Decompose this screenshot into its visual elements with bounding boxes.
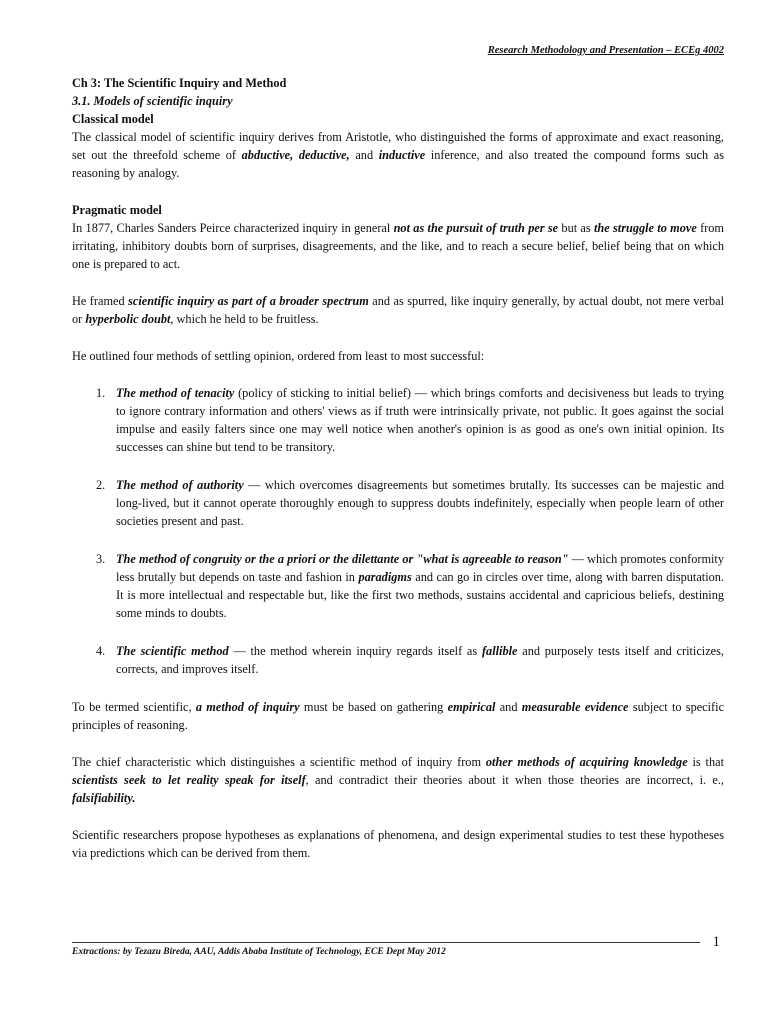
emphasis-not-pursuit-of-truth: not as the pursuit of truth per se	[393, 221, 559, 235]
emphasis-fallible: fallible	[481, 644, 518, 658]
footer-credit: Extractions: by Tezazu Bireda, AAU, Addis Ababa Institute of Technology, ECE Dept May 2012	[72, 947, 446, 957]
pragmatic-model-heading: Pragmatic model	[72, 203, 162, 217]
emphasis-reality-speak: scientists seek to let reality speak for itself	[72, 773, 306, 787]
list-number: 1.	[96, 386, 106, 400]
emphasis-struggle-to-move: the struggle to move	[593, 221, 697, 235]
footer-divider	[72, 942, 700, 943]
method-description: — which overcomes disagreements but sometimes brutally. Its successes can be majestic and long-lived, but it cannot operate thoroughly enough to suppress doubts indefinitely, especially when people learn of other societies present and past.	[116, 478, 724, 528]
list-item	[72, 384, 724, 456]
method-description: — the method wherein inquiry regards itself as	[228, 644, 482, 658]
emphasis-broader-spectrum: scientific inquiry as part of a broader spectrum	[128, 294, 369, 308]
emphasis-method-of-inquiry: a method of inquiry	[195, 700, 300, 714]
hypotheses-paragraph: Scientific researchers propose hypotheses as explanations of phenomena, and design experimental studies to test these hypotheses via predictions which can be derived from them.	[72, 828, 724, 860]
page-number: 1	[712, 934, 720, 950]
emphasis-empirical: empirical	[447, 700, 496, 714]
classical-model-heading: Classical model	[72, 112, 154, 126]
method-name: The method of tenacity	[116, 386, 235, 400]
emphasis-hyperbolic-doubt: hyperbolic doubt	[85, 312, 171, 326]
method-name: The method of congruity or the a priori or the dilettante or "what is agreeable to reason"	[116, 552, 569, 566]
methods-list	[72, 384, 724, 678]
emphasis-inductive: inductive	[378, 148, 426, 162]
page-content	[72, 74, 724, 881]
termed-scientific-paragraph: To be termed scientific, a method of inquiry must be based on gathering empirical and measurable evidence subject to specific principles of reasoning.	[72, 700, 725, 732]
list-item	[72, 642, 724, 678]
list-number: 4.	[96, 644, 106, 658]
method-name: The method of authority	[116, 478, 244, 492]
method-name: The scientific method	[116, 644, 229, 658]
framed-inquiry-paragraph: He framed scientific inquiry as part of a broader spectrum and as spurred, like inquiry generally, by actual doubt, not mere verbal or hyperbolic doubt, which he held to be fruitless.	[72, 294, 724, 326]
emphasis-measurable-evidence: measurable evidence	[521, 700, 629, 714]
list-number: 3.	[96, 552, 106, 566]
method-description-cont: and can go in circles over time, along with barren disputation. It is more intellectual and respectable but, like the first two methods, sustains accidental and capricious beliefs, destining some minds to doubts.	[116, 570, 724, 620]
section-title: 3.1. Models of scientific inquiry	[72, 94, 233, 108]
list-number: 2.	[96, 478, 106, 492]
peirce-paragraph: In 1877, Charles Sanders Peirce characterized inquiry in general not as the pursuit of truth per se but as the struggle to move from irritating, inhibitory doubts born of surprises, disagreements, and the like, and to reach a secure belief, belief being that on which one is prepared to act.	[72, 221, 724, 271]
classical-model-paragraph: The classical model of scientific inquiry derives from Aristotle, who distinguished the forms of approximate and exact reasoning, set out the threefold scheme of abductive, deductive, and inductive inference, and also treated the compound forms such as reasoning by analogy.	[72, 130, 725, 180]
method-description-cont: and purposely tests itself and criticizes, corrects, and improves itself.	[116, 644, 724, 676]
method-description: (policy of sticking to initial belief) — which brings comforts and decisiveness but leads to trying to ignore contrary information and others' views as if truth were intrinsically private, not public. It goes against the social impulse and easily falters since one may well notice when another's opinion is as good as one's own initial opinion. Its successes can shine but tend to be transitory.	[116, 386, 725, 454]
method-description: — which promotes conformity less brutally but depends on taste and fashion in	[116, 552, 724, 584]
four-methods-intro: He outlined four methods of settling opinion, ordered from least to most successful:	[72, 349, 485, 363]
emphasis-falsifiability: falsifiability.	[72, 791, 136, 805]
list-item	[72, 476, 724, 530]
chief-characteristic-paragraph: The chief characteristic which distinguishes a scientific method of inquiry from other methods of acquiring knowledge is that scientists seek to let reality speak for itself, and contradict their theories about it when those theories are incorrect, i. e., falsifiability.	[72, 755, 725, 805]
emphasis-abductive-deductive: abductive, deductive,	[241, 148, 350, 162]
emphasis-paradigms: paradigms	[358, 570, 412, 584]
chapter-title: Ch 3: The Scientific Inquiry and Method	[72, 76, 287, 90]
running-header: Research Methodology and Presentation – ECEg 4002	[487, 45, 724, 56]
list-item	[72, 550, 724, 622]
emphasis-other-methods: other methods of acquiring knowledge	[485, 755, 688, 769]
